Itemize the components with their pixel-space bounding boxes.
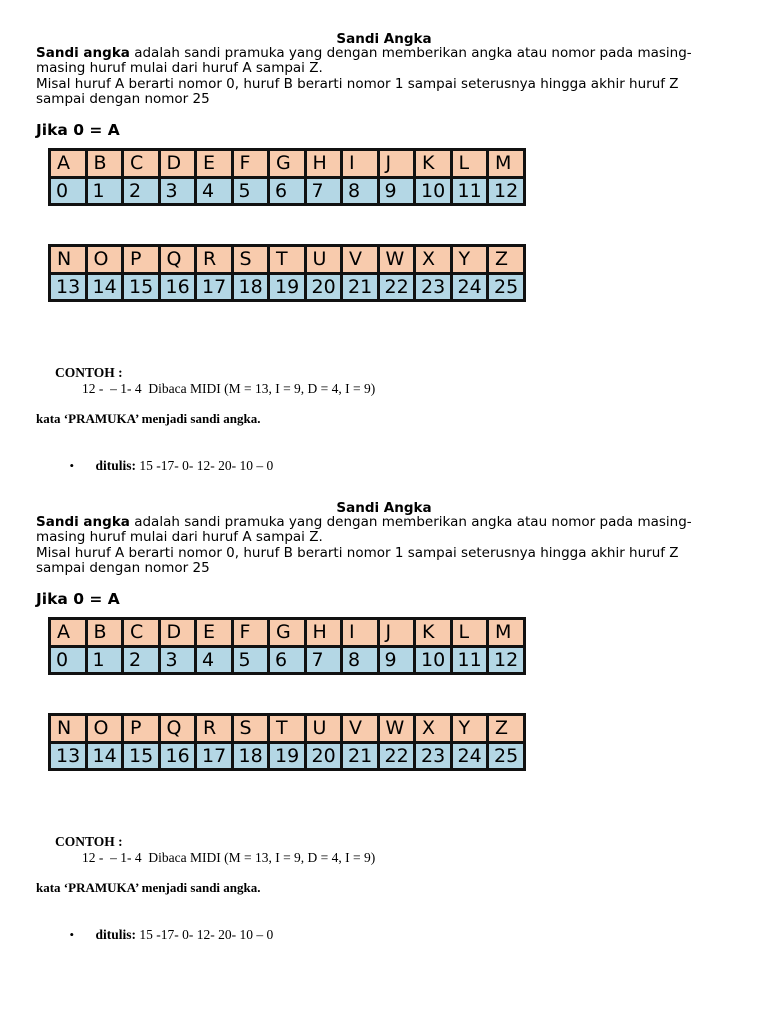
letter-cell: G	[269, 619, 306, 647]
letter-cell: Z	[488, 246, 525, 274]
number-cell: 10	[415, 646, 452, 674]
letter-cell: J	[378, 150, 415, 178]
letter-cell: A	[50, 619, 87, 647]
letter-cell: Y	[451, 246, 488, 274]
letter-cell: K	[415, 619, 452, 647]
number-cell: 24	[451, 273, 488, 301]
ditulis-label: ditulis:	[95, 927, 137, 942]
number-cell: 17	[196, 742, 233, 770]
letter-cell: V	[342, 715, 379, 743]
letters-row	[50, 619, 525, 647]
letter-cell: B	[86, 150, 123, 178]
letter-cell: R	[196, 246, 233, 274]
number-cell: 5	[232, 177, 269, 205]
letter-cell: F	[232, 150, 269, 178]
letter-cell: F	[232, 619, 269, 647]
bullet-icon: •	[69, 927, 75, 942]
number-cell: 18	[232, 742, 269, 770]
intro-paragraph	[36, 515, 726, 576]
letter-cell: O	[86, 715, 123, 743]
number-cell: 3	[159, 177, 196, 205]
numbers-row	[50, 742, 525, 770]
letters-row	[50, 150, 525, 178]
letter-cell: I	[342, 150, 379, 178]
section-title: Sandi Angka	[336, 500, 432, 516]
example-text: Misal huruf A berarti nomor 0, huruf B berarti nomor 1 sampai seterusnya hingga akhir huruf Z sampai dengan nomor 25	[36, 544, 679, 576]
letter-cell: H	[305, 150, 342, 178]
number-cell: 13	[50, 273, 87, 301]
number-cell: 19	[269, 273, 306, 301]
cipher-table-n-z	[48, 244, 526, 302]
number-cell: 16	[159, 742, 196, 770]
letter-cell: V	[342, 246, 379, 274]
letter-cell: R	[196, 715, 233, 743]
number-cell: 6	[269, 177, 306, 205]
number-cell: 4	[196, 177, 233, 205]
letter-cell: N	[50, 246, 87, 274]
letter-cell: P	[123, 715, 160, 743]
number-cell: 15	[123, 742, 160, 770]
letter-cell: Q	[159, 246, 196, 274]
number-cell: 16	[159, 273, 196, 301]
intro-text: adalah sandi pramuka yang dengan memberikan angka atau nomor pada masing-masing huruf mulai dari huruf A sampai Z.	[36, 514, 692, 546]
rule-heading: Jika 0 = A	[36, 590, 120, 608]
number-cell: 21	[342, 742, 379, 770]
letter-cell: C	[123, 150, 160, 178]
number-cell: 10	[415, 177, 452, 205]
letter-cell: L	[451, 619, 488, 647]
letters-row	[50, 246, 525, 274]
number-cell: 2	[123, 646, 160, 674]
letter-cell: I	[342, 619, 379, 647]
kata-line: kata ‘PRAMUKA’ menjadi sandi angka.	[36, 880, 261, 895]
number-cell: 22	[378, 742, 415, 770]
intro-paragraph	[36, 46, 726, 107]
numbers-row	[50, 646, 525, 674]
number-cell: 23	[415, 273, 452, 301]
letter-cell: U	[305, 246, 342, 274]
number-cell: 9	[378, 177, 415, 205]
number-cell: 5	[232, 646, 269, 674]
letter-cell: N	[50, 715, 87, 743]
number-cell: 1	[86, 177, 123, 205]
number-cell: 12	[488, 177, 525, 205]
numbers-row	[50, 177, 525, 205]
number-cell: 12	[488, 646, 525, 674]
letter-cell: L	[451, 150, 488, 178]
letter-cell: J	[378, 619, 415, 647]
number-cell: 7	[305, 177, 342, 205]
intro-term: Sandi angka	[36, 514, 130, 530]
letter-cell: T	[269, 246, 306, 274]
number-cell: 23	[415, 742, 452, 770]
number-cell: 1	[86, 646, 123, 674]
letter-cell: E	[196, 150, 233, 178]
contoh-label: CONTOH :	[55, 834, 123, 849]
rule-heading: Jika 0 = A	[36, 121, 120, 139]
number-cell: 14	[86, 742, 123, 770]
letter-cell: G	[269, 150, 306, 178]
number-cell: 6	[269, 646, 306, 674]
number-cell: 25	[488, 742, 525, 770]
number-cell: 14	[86, 273, 123, 301]
letter-cell: T	[269, 715, 306, 743]
contoh-text: 12 - – 1- 4 Dibaca MIDI (M = 13, I = 9, D = 4, I = 9)	[82, 850, 376, 865]
letter-cell: S	[232, 715, 269, 743]
letter-cell: A	[50, 150, 87, 178]
number-cell: 13	[50, 742, 87, 770]
cipher-table-a-m	[48, 617, 526, 675]
section-title: Sandi Angka	[336, 31, 432, 47]
letter-cell: Q	[159, 715, 196, 743]
intro-text: adalah sandi pramuka yang dengan memberikan angka atau nomor pada masing-masing huruf mulai dari huruf A sampai Z.	[36, 45, 692, 77]
number-cell: 11	[451, 646, 488, 674]
contoh-text: 12 - – 1- 4 Dibaca MIDI (M = 13, I = 9, D = 4, I = 9)	[82, 381, 376, 396]
cipher-table-a-m	[48, 148, 526, 206]
number-cell: 0	[50, 646, 87, 674]
number-cell: 15	[123, 273, 160, 301]
example-text: Misal huruf A berarti nomor 0, huruf B berarti nomor 1 sampai seterusnya hingga akhir huruf Z sampai dengan nomor 25	[36, 75, 679, 107]
contoh-label: CONTOH :	[55, 365, 123, 380]
letter-cell: U	[305, 715, 342, 743]
number-cell: 22	[378, 273, 415, 301]
letter-cell: X	[415, 715, 452, 743]
letter-cell: Z	[488, 715, 525, 743]
number-cell: 4	[196, 646, 233, 674]
letters-row	[50, 715, 525, 743]
letter-cell: C	[123, 619, 160, 647]
number-cell: 3	[159, 646, 196, 674]
letter-cell: D	[159, 619, 196, 647]
number-cell: 7	[305, 646, 342, 674]
number-cell: 24	[451, 742, 488, 770]
ditulis-value: 15 -17- 0- 12- 20- 10 – 0	[136, 927, 274, 942]
number-cell: 0	[50, 177, 87, 205]
numbers-row	[50, 273, 525, 301]
ditulis-value: 15 -17- 0- 12- 20- 10 – 0	[136, 458, 274, 473]
letter-cell: H	[305, 619, 342, 647]
intro-term: Sandi angka	[36, 45, 130, 61]
number-cell: 17	[196, 273, 233, 301]
letter-cell: W	[378, 715, 415, 743]
letter-cell: K	[415, 150, 452, 178]
number-cell: 20	[305, 273, 342, 301]
cipher-table-n-z	[48, 713, 526, 771]
letter-cell: E	[196, 619, 233, 647]
bullet-icon: •	[69, 458, 75, 473]
ditulis-bullet-item	[56, 911, 273, 959]
number-cell: 20	[305, 742, 342, 770]
letter-cell: W	[378, 246, 415, 274]
number-cell: 9	[378, 646, 415, 674]
letter-cell: P	[123, 246, 160, 274]
letter-cell: S	[232, 246, 269, 274]
letter-cell: D	[159, 150, 196, 178]
number-cell: 2	[123, 177, 160, 205]
number-cell: 8	[342, 646, 379, 674]
letter-cell: B	[86, 619, 123, 647]
number-cell: 21	[342, 273, 379, 301]
number-cell: 18	[232, 273, 269, 301]
letter-cell: Y	[451, 715, 488, 743]
letter-cell: X	[415, 246, 452, 274]
letter-cell: M	[488, 150, 525, 178]
number-cell: 25	[488, 273, 525, 301]
letter-cell: O	[86, 246, 123, 274]
ditulis-label: ditulis:	[95, 458, 137, 473]
ditulis-bullet-item	[56, 442, 273, 490]
kata-line: kata ‘PRAMUKA’ menjadi sandi angka.	[36, 411, 261, 426]
letter-cell: M	[488, 619, 525, 647]
number-cell: 11	[451, 177, 488, 205]
number-cell: 8	[342, 177, 379, 205]
number-cell: 19	[269, 742, 306, 770]
